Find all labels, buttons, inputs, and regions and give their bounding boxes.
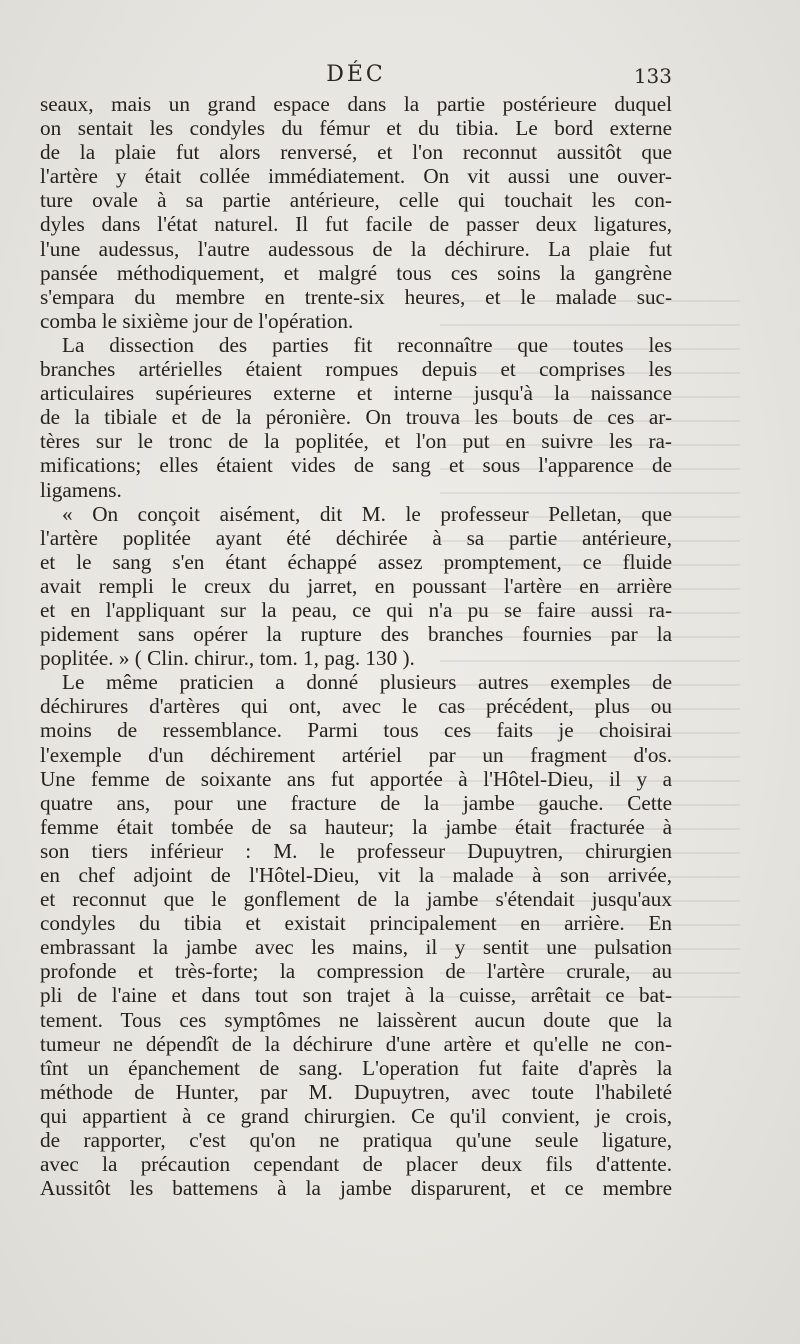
text-line: et le sang s'en étant échappé assez promptement, ce fluide bbox=[40, 549, 672, 574]
text-line: tement. Tous ces symptômes ne laissèrent aucun doute que la bbox=[40, 1007, 672, 1032]
text-line: tumeur ne dépendît de la déchirure d'une artère et qu'elle ne con- bbox=[40, 1031, 672, 1056]
text-line: avait rempli le creux du jarret, en poussant l'artère en arrière bbox=[40, 573, 672, 598]
page-header bbox=[40, 60, 672, 92]
text-line: dyles dans l'état naturel. Il fut facile de passer deux ligatures, bbox=[40, 212, 672, 237]
text-line: mifications; elles étaient vides de sang et sous l'apparence de bbox=[40, 453, 672, 478]
text-line: La dissection des parties fit reconnaître que toutes les bbox=[62, 332, 672, 357]
paragraph-case-study bbox=[40, 670, 672, 1200]
text-line: de rapporter, c'est qu'on ne pratiqua qu'une seule ligature, bbox=[40, 1128, 672, 1153]
text-line: tînt un épanchement de sang. L'operation fut faite d'après la bbox=[40, 1055, 672, 1080]
text-line: son tiers inférieur : M. le professeur Dupuytren, chirurgien bbox=[40, 838, 672, 863]
text-line: l'artère y était collée immédiatement. On vit aussi une ouver- bbox=[40, 164, 672, 189]
page-number: 133 bbox=[633, 64, 672, 88]
text-line: l'exemple d'un déchirement artériel par un fragment d'os. bbox=[40, 742, 672, 767]
body-text bbox=[40, 92, 672, 1200]
paragraph-dissection bbox=[40, 333, 672, 502]
text-line: tères sur le tronc de la poplitée, et l'on put en suivre les ra- bbox=[40, 429, 672, 454]
text-line: de la plaie fut alors renversé, et l'on reconnut aussitôt que bbox=[40, 140, 672, 165]
text-line: l'artère poplitée ayant été déchirée à sa partie antérieure, bbox=[40, 525, 672, 550]
text-line: articulaires supérieures externe et interne jusqu'à la naissance bbox=[40, 381, 672, 406]
running-head: DÉC bbox=[326, 62, 386, 87]
text-line: en chef adjoint de l'Hôtel-Dieu, vit la malade à son arrivée, bbox=[40, 863, 672, 887]
text-line: femme était tombée de sa hauteur; la jambe était fracturée à bbox=[40, 814, 672, 839]
text-line: condyles du tibia et existait principalement en arrière. En bbox=[40, 911, 672, 936]
text-line: on sentait les condyles du fémur et du tibia. Le bord externe bbox=[40, 116, 672, 141]
text-line: Une femme de soixante ans fut apportée à l'Hôtel-Dieu, il y a bbox=[40, 766, 672, 791]
text-line: de la tibiale et de la péronière. On trouva les bouts de ces ar- bbox=[40, 405, 672, 430]
text-line: pansée méthodiquement, et malgré tous ces soins la gangrène bbox=[40, 260, 672, 285]
text-line: méthode de Hunter, par M. Dupuytren, avec toute l'habileté bbox=[40, 1079, 672, 1104]
paragraph-continuation bbox=[40, 92, 672, 333]
text-line: qui appartient à ce grand chirurgien. Ce qu'il convient, je crois, bbox=[40, 1103, 672, 1128]
text-line: profonde et très-forte; la compression de l'artère crurale, au bbox=[40, 959, 672, 984]
text-line: ligamens. bbox=[40, 477, 122, 502]
text-line: l'une audessus, l'autre audessous de la déchirure. La plaie fut bbox=[40, 236, 672, 261]
text-line: Aussitôt les battemens à la jambe disparurent, et ce membre bbox=[40, 1176, 672, 1201]
text-line: pidement sans opérer la rupture des branches fournies par la bbox=[40, 622, 672, 647]
text-line: pli de l'aine et dans tout son trajet à la cuisse, arrêtait ce bat- bbox=[40, 983, 672, 1008]
text-line: et reconnut que le gonflement de la jambe s'étendait jusqu'aux bbox=[40, 887, 672, 912]
text-line: s'empara du membre en trente-six heures, et le malade suc- bbox=[40, 284, 672, 309]
text-line: comba le sixième jour de l'opération. bbox=[40, 308, 354, 333]
text-line: embrassant la jambe avec les mains, il y sentit une pulsation bbox=[40, 935, 672, 960]
text-line: branches artérielles étaient rompues depuis et comprises les bbox=[40, 357, 672, 382]
text-line: et en l'appliquant sur la peau, ce qui n'a pu se faire aussi ra- bbox=[40, 597, 672, 622]
text-line: Le même praticien a donné plusieurs autres exemples de bbox=[62, 670, 672, 695]
text-line: moins de ressemblance. Parmi tous ces faits je choisirai bbox=[40, 718, 672, 743]
text-line: quatre ans, pour une fracture de la jambe gauche. Cette bbox=[40, 790, 672, 815]
text-line: ture ovale à sa partie antérieure, celle qui touchait les con- bbox=[40, 188, 672, 213]
text-line: « On conçoit aisément, dit M. le professeur Pelletan, que bbox=[62, 501, 672, 526]
text-line: avec la précaution cependant de placer deux fils d'attente. bbox=[40, 1152, 672, 1177]
paragraph-quotation bbox=[40, 502, 672, 671]
text-line: poplitée. » ( Clin. chirur., tom. 1, pag. 130 ). bbox=[40, 646, 415, 671]
text-line: seaux, mais un grand espace dans la partie postérieure duquel bbox=[40, 92, 672, 116]
text-line: déchirures d'artères qui ont, avec le cas précédent, plus ou bbox=[40, 694, 672, 719]
